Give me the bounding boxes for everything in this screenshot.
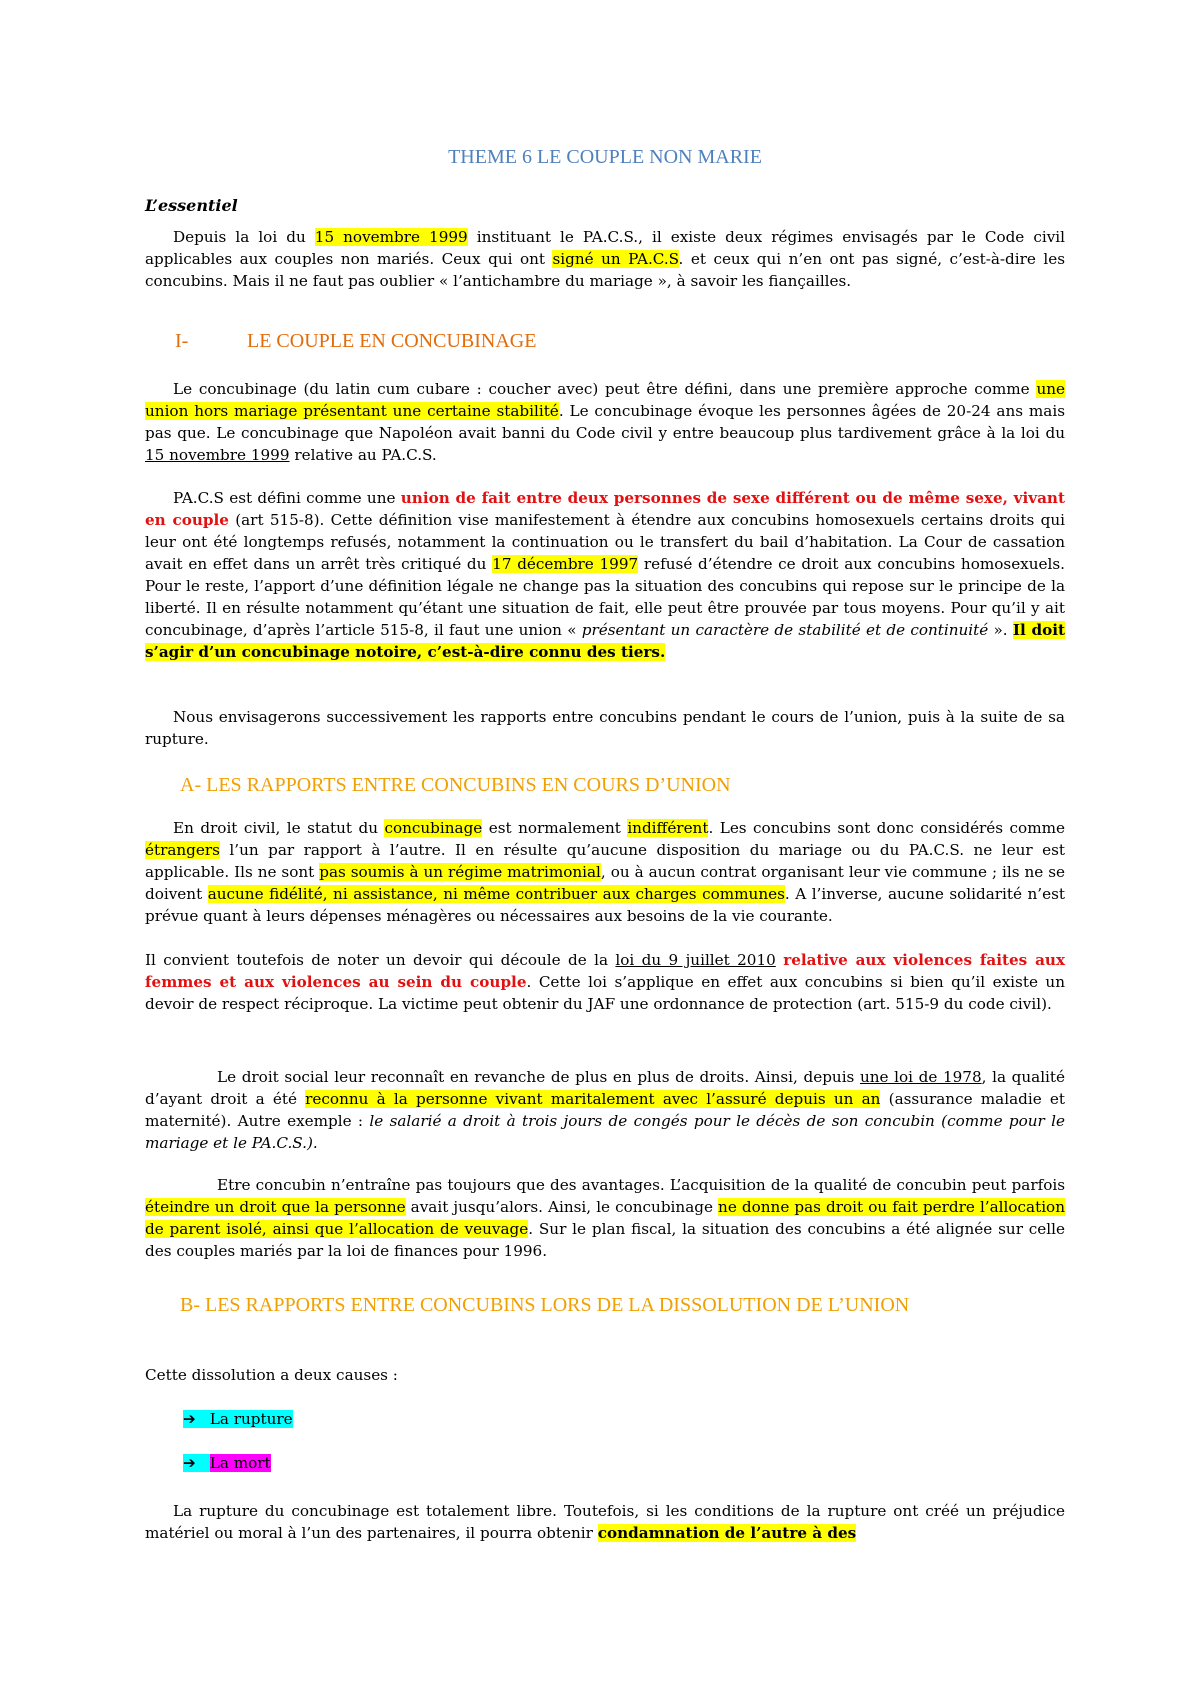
paragraph-rupture xyxy=(145,1500,1065,1544)
paragraph-envisagerons: Nous envisagerons successivement les rapports entre concubins pendant le cours de l’union, puis à la suite de sa rupture. xyxy=(145,708,1065,748)
section-b-heading: B- LES RAPPORTS ENTRE CONCUBINS LORS DE LA DISSOLUTION DE L’UNION xyxy=(180,1294,910,1316)
underlined-text: loi du 9 juillet 2010 xyxy=(615,951,776,969)
text-run: Depuis la loi du xyxy=(173,228,315,246)
text-run: . Les concubins sont donc considérés comme xyxy=(708,819,1065,837)
text-run: En droit civil, le statut du xyxy=(173,819,385,837)
paragraph-loi-2010 xyxy=(145,949,1065,1015)
text-run: avait jusqu’alors. Ainsi, le concubinage xyxy=(405,1198,719,1216)
highlight: signé un PA.C.S xyxy=(552,250,679,268)
highlight: pas soumis à un régime matrimonial xyxy=(319,863,601,881)
highlight: ne donne pas droit ou fait perdre l’allocation de parent isolé, ainsi que l’allocation de veuvage xyxy=(145,1198,1065,1238)
text-run: (assurance maladie et maternité). Autre exemple : xyxy=(145,1090,1066,1130)
highlight: étrangers xyxy=(145,841,220,859)
text-run: refusé d’étendre ce droit aux concubins homosexuels. Pour le reste, l’apport d’une définition légale ne change pas la situation des concubins qui repose sur le principe de la liberté. Il en résulte notamment qu’étant une situation de fait, elle peut être prouvée par tous moyens. Pour qu’il y ait concubinage, d’après l’article 515-8, il faut une union « xyxy=(145,555,1065,639)
underlined-text: une loi de 1978 xyxy=(859,1068,982,1086)
text-run: est normalement xyxy=(482,819,628,837)
text-run: , ou à aucun contrat organisant leur vie commune ; ils ne se doivent xyxy=(145,863,1066,903)
section-number: I- xyxy=(175,330,189,352)
bullet-label: La rupture xyxy=(209,1410,293,1428)
paragraph-droit-civil xyxy=(145,817,1065,927)
text-run: . Cette loi s’applique en effet aux concubins si bien qu’il existe un devoir de respect réciproque. La victime peut obtenir du JAF une ordonnance de protection (art. 515-9 du code civil). xyxy=(145,973,1065,1013)
text-run: Etre concubin n’entraîne pas toujours que des avantages. L’acquisition de la qualité de concubin peut parfois xyxy=(217,1176,1065,1194)
highlight: Il doit s’agir d’un concubinage notoire, c’est-à-dire connu des tiers. xyxy=(145,621,1066,661)
text-run: . A l’inverse, aucune solidarité n’est prévue quant à leurs dépenses ménagères ou nécessaires aux besoins de la vie courante. xyxy=(145,885,1065,925)
bullet-rupture xyxy=(183,1410,293,1428)
section-label: LE COUPLE EN CONCUBINAGE xyxy=(247,330,537,352)
text-run: Le droit social leur reconnaît en revanche de plus en plus de droits. Ainsi, depuis xyxy=(217,1068,860,1086)
underlined-text: 15 novembre 1999 xyxy=(145,446,290,464)
bullet-mort xyxy=(183,1454,271,1472)
highlight: 17 décembre 1997 xyxy=(492,555,639,573)
page-title: THEME 6 LE COUPLE NON MARIE xyxy=(448,146,762,168)
paragraph-dissolution: Cette dissolution a deux causes : xyxy=(145,1366,398,1384)
italic-text: présentant un caractère de stabilité et de continuité xyxy=(581,621,989,639)
text-run: PA.C.S est défini comme une xyxy=(173,489,401,507)
intro-paragraph xyxy=(145,226,1065,292)
text-run: instituant le PA.C.S., il existe deux régimes envisagés par le Code civil applicables aux couples non mariés. Ceux qui ont xyxy=(145,228,1066,268)
italic-text: le salarié a droit à trois jours de congés pour le décès de son concubin (comme pour le mariage et le PA.C.S.). xyxy=(145,1112,1065,1152)
section-a-heading: A- LES RAPPORTS ENTRE CONCUBINS EN COURS D’UNION xyxy=(180,774,731,796)
highlight: indifférent xyxy=(627,819,709,837)
text-run: (art 515-8). Cette définition vise manifestement à étendre aux concubins homosexuels certains droits qui leur ont été longtemps refusés, notamment la continuation ou le transfert du bail d’habitation. La Cour de cassation avait en effet dans un arrêt très critiqué du xyxy=(145,511,1065,573)
text-run: , la qualité d’ayant droit a été xyxy=(145,1068,1065,1108)
text-run: La rupture du concubinage est totalement libre. Toutefois, si les conditions de la rupture ont créé un préjudice matériel ou moral à l’un des partenaires, il pourra obtenir xyxy=(145,1502,1065,1542)
highlight: reconnu à la personne vivant maritalement avec l’assuré depuis un an xyxy=(305,1090,881,1108)
paragraph-droit-social xyxy=(145,1066,1065,1154)
text-run: ». xyxy=(988,621,1013,639)
section-1-heading xyxy=(175,330,536,353)
text-run: . Sur le plan fiscal, la situation des concubins a été alignée sur celle des couples mariés par la loi de finances pour 1996. xyxy=(145,1220,1065,1260)
paragraph-avantages xyxy=(145,1174,1065,1262)
bullet-label: La mort xyxy=(209,1454,271,1472)
text-run: Il convient toutefois de noter un devoir qui découle de la xyxy=(145,951,616,969)
essentiel-heading: L’essentiel xyxy=(145,196,238,215)
paragraph-pacs-definition xyxy=(145,487,1065,663)
text-run: relative au PA.C.S. xyxy=(289,446,437,464)
text-run: l’un par rapport à l’autre. Il en résulte qu’aucune disposition du mariage ou du PA.C.S. ne leur est applicable. Ils ne sont xyxy=(145,841,1065,881)
highlight: éteindre un droit que la personne xyxy=(145,1198,406,1216)
highlight: concubinage xyxy=(384,819,483,837)
arrow-icon: ➔ xyxy=(183,1410,196,1428)
red-bold-text: union de fait entre deux personnes de sexe différent ou de même sexe, vivant en couple xyxy=(145,489,1065,529)
text-run: . et ceux qui n’en ont pas signé, c’est-à-dire les concubins. Mais il ne faut pas oublier « l’antichambre du mariage », à savoir les fiançailles. xyxy=(145,250,1066,290)
highlight: une union hors mariage présentant une certaine stabilité xyxy=(145,380,1065,420)
red-bold-text: relative aux violences faites aux femmes et aux violences au sein du couple xyxy=(145,951,1066,991)
text-run: . Le concubinage évoque les personnes âgées de 20-24 ans mais pas que. Le concubinage que Napoléon avait banni du Code civil y entre beaucoup plus tardivement grâce à la loi du xyxy=(145,402,1065,442)
highlight: aucune fidélité, ni assistance, ni même contribuer aux charges communes xyxy=(207,885,785,903)
text-run: Le concubinage (du latin cum cubare : coucher avec) peut être défini, dans une première approche comme xyxy=(173,380,1037,398)
highlight: condamnation de l’autre à des xyxy=(597,1524,857,1542)
highlight: 15 novembre 1999 xyxy=(314,228,468,246)
paragraph-concubinage-definition xyxy=(145,378,1065,466)
arrow-icon: ➔ xyxy=(183,1454,196,1472)
